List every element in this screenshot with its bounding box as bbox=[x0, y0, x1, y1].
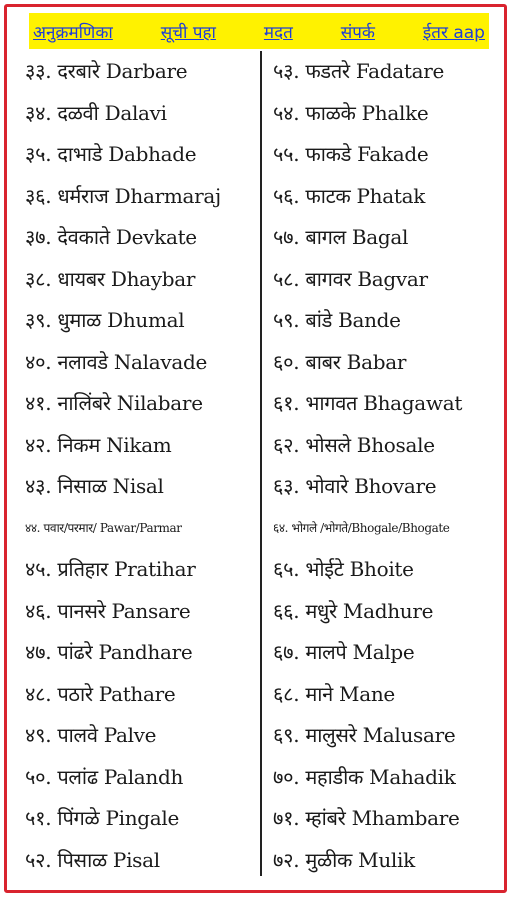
surname-entry[interactable]: ७२. मुळीक Mulik bbox=[273, 847, 415, 872]
nav-other-apps-link[interactable]: ईतर aap bbox=[422, 22, 485, 43]
surname-entry[interactable]: ६६. मधुरे Madhure bbox=[273, 598, 434, 623]
surname-entry[interactable]: ५३. फडतरे Fadatare bbox=[273, 59, 444, 83]
surname-entry[interactable]: ५५. फाकडे Fakade bbox=[273, 142, 429, 166]
surname-entry[interactable]: ६३. भोवारे Bhovare bbox=[273, 474, 437, 498]
page-frame bbox=[4, 4, 507, 893]
surname-entry[interactable]: ५४. फाळके Phalke bbox=[273, 100, 429, 125]
surname-entry[interactable]: ४६. पानसरे Pansare bbox=[25, 598, 191, 623]
surname-entry[interactable]: ४५. प्रतिहार Pratihar bbox=[25, 557, 196, 581]
surname-entry[interactable]: ५१. पिंगळे Pingale bbox=[25, 806, 180, 830]
nav-contact-link[interactable]: संपर्क bbox=[340, 22, 375, 43]
surname-entry[interactable]: ३६. धर्मराज Dharmaraj bbox=[25, 183, 221, 208]
surname-entry[interactable]: ६२. भोसले Bhosale bbox=[273, 432, 435, 457]
surname-entry[interactable]: ७१. म्हांबरे Mhambare bbox=[273, 806, 460, 830]
surname-entry[interactable]: ६०. बाबर Babar bbox=[273, 349, 407, 374]
surname-entry[interactable]: ५७. बागल Bagal bbox=[273, 225, 409, 249]
surname-entry[interactable]: ४३. निसाळ Nisal bbox=[25, 474, 164, 498]
surname-entry[interactable]: ६९. मालुसरे Malusare bbox=[273, 723, 456, 747]
surname-entry[interactable]: ३८. धायबर Dhaybar bbox=[25, 266, 196, 291]
surname-entry[interactable]: ६५. भोईटे Bhoite bbox=[273, 557, 414, 581]
surname-entry[interactable]: ३४. दळवी Dalavi bbox=[25, 100, 167, 125]
surname-entry[interactable]: ४४. पवार/परमार/ Pawar/Parmar bbox=[25, 520, 182, 535]
nav-list-link[interactable]: सूची पहा bbox=[160, 22, 216, 43]
nav-help-link[interactable]: मदत bbox=[263, 22, 293, 43]
surname-entry[interactable]: ६७. मालपे Malpe bbox=[273, 640, 415, 664]
surname-entry[interactable]: ५०. पलांढ Palandh bbox=[25, 764, 184, 789]
surname-entry[interactable]: ६४. भोगले /भोगते/Bhogale/Bhogate bbox=[273, 520, 450, 535]
surname-entry[interactable]: ३५. दाभाडे Dabhade bbox=[25, 142, 197, 166]
surname-entry[interactable]: ४९. पालवे Palve bbox=[25, 723, 157, 747]
surname-list-right bbox=[273, 51, 507, 881]
surname-entry[interactable]: ७०. महाडीक Mahadik bbox=[273, 764, 456, 789]
surname-entry[interactable]: ३३. दरबारे Darbare bbox=[25, 59, 188, 83]
surname-entry[interactable]: ४७. पांढरे Pandhare bbox=[25, 640, 193, 664]
surname-entry[interactable]: ४१. नालिंबरे Nilabare bbox=[25, 391, 203, 415]
top-nav-bar bbox=[29, 13, 489, 49]
nav-index-link[interactable]: अनुक्रमणिका bbox=[33, 22, 113, 43]
surname-entry[interactable]: ४०. नलावडे Nalavade bbox=[25, 349, 208, 374]
column-divider bbox=[260, 51, 262, 876]
surname-entry[interactable]: ६१. भागवत Bhagawat bbox=[273, 391, 463, 415]
surname-entry[interactable]: ३९. धुमाळ Dhumal bbox=[25, 308, 185, 332]
surname-entry[interactable]: ४२. निकम Nikam bbox=[25, 432, 172, 457]
surname-entry[interactable]: ६८. माने Mane bbox=[273, 681, 395, 706]
surname-entry[interactable]: ५८. बागवर Bagvar bbox=[273, 266, 428, 291]
surname-entry[interactable]: ३७. देवकाते Devkate bbox=[25, 225, 197, 249]
surname-entry[interactable]: ५९. बांडे Bande bbox=[273, 308, 401, 332]
surname-entry[interactable]: ५६. फाटक Phatak bbox=[273, 183, 426, 208]
surname-list-left bbox=[25, 51, 257, 881]
surname-entry[interactable]: ५२. पिसाळ Pisal bbox=[25, 847, 160, 872]
surname-entry[interactable]: ४८. पठारे Pathare bbox=[25, 681, 176, 706]
